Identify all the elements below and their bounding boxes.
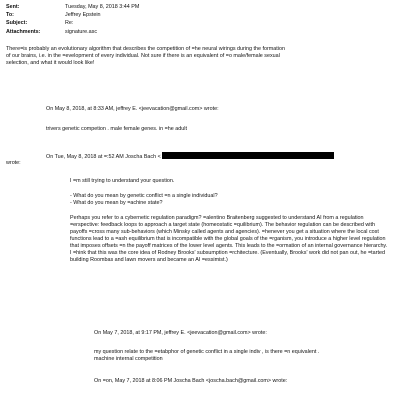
redaction-box	[162, 152, 334, 159]
sent-label: Sent:	[6, 4, 20, 10]
attachments-row	[6, 29, 386, 37]
body-line: selection, and what it would look like!	[6, 60, 95, 66]
quoted-line: my question relate to the =etabphor of genetic conflict in a single indiv , is there =n equivalent .	[94, 349, 320, 355]
sent-value: Tuesday, May 8, 2018 3:44 PM	[65, 4, 140, 10]
quoted-paragraph: I =hink that this was the core idea of Rodney Brooks' subsumption =rchitecture. (Eventually, Brooks' work did not pan out, he =tarted building Roombas and lawn movers and became an AI =essimist.)	[70, 250, 385, 263]
email-header	[6, 4, 386, 37]
quote-attribution: On May 8, 2018, at 8:33 AM, jeffrey E. <jeevacation@gmail.com> wrote:	[46, 106, 219, 112]
to-value: Jeffrey Epstein	[65, 12, 101, 19]
body-line: There=is probably an evolutionary algorithm that describes the competition of =he neural wirings during the formation	[6, 46, 285, 52]
quote-text: trivers genetic competion . male female genes. in =he adult	[46, 126, 187, 132]
body-line: of our brains, i.e. in the =evelopment of every individual. Not sure if there is an equivalent of =o male/female sexual	[6, 53, 280, 59]
attachment-link[interactable]: signature.asc	[65, 28, 98, 35]
quoted-line: I =m still trying to understand your question.	[70, 178, 175, 184]
attachments-label: Attachments:	[6, 28, 41, 35]
to-label: To:	[6, 12, 14, 19]
quoted-line: - What do you mean by =achine state?	[70, 200, 163, 206]
quote-attribution: On =on, May 7, 2018 at 8:06 PM Joscha Bach <joscha.bach@gmail.com> wrote:	[94, 378, 288, 384]
message-body	[6, 46, 392, 67]
attribution-text: On Tue, May 8, 2018 at =:52 AM Joscha Bach <	[46, 154, 161, 160]
quote-wrote: wrote:	[6, 160, 21, 166]
to-row	[6, 12, 386, 20]
quoted-message	[70, 178, 388, 264]
quote-attribution	[46, 152, 334, 161]
quoted-line: - What do you mean by genetic conflict =n a single individual?	[70, 193, 218, 199]
quote-attribution: On May 7, 2018, at 9:17 PM, jeffrey E. <jeevacation@gmail.com> wrote:	[94, 330, 267, 336]
quoted-message	[94, 349, 394, 363]
quoted-line: machine internal competition	[94, 356, 163, 362]
quoted-paragraph: Perhaps you refer to a cybernetic regulation paradigm? =alentino Braitenberg suggested to understand AI from a regulation =erspective: feedback loops to approach a target state (homeostatic =quilibrium). The behavior regulation can be described with payoffs =cross many sub-behaviors (which Minsky called agents and agencies). =henever you get a situation where the local cost functions lead to a =ash equilibrium that is incompatible with the global goals of the =rganism, you introduce a higher level regulation that imposes offsets =n the payoff matrices of the lower level agents. This leads to the =ormation of an internal governance hierarchy.	[70, 215, 388, 249]
subject-value: Re:	[65, 20, 74, 27]
subject-row	[6, 20, 386, 28]
sent-row	[6, 4, 386, 12]
subject-label: Subject:	[6, 20, 28, 27]
